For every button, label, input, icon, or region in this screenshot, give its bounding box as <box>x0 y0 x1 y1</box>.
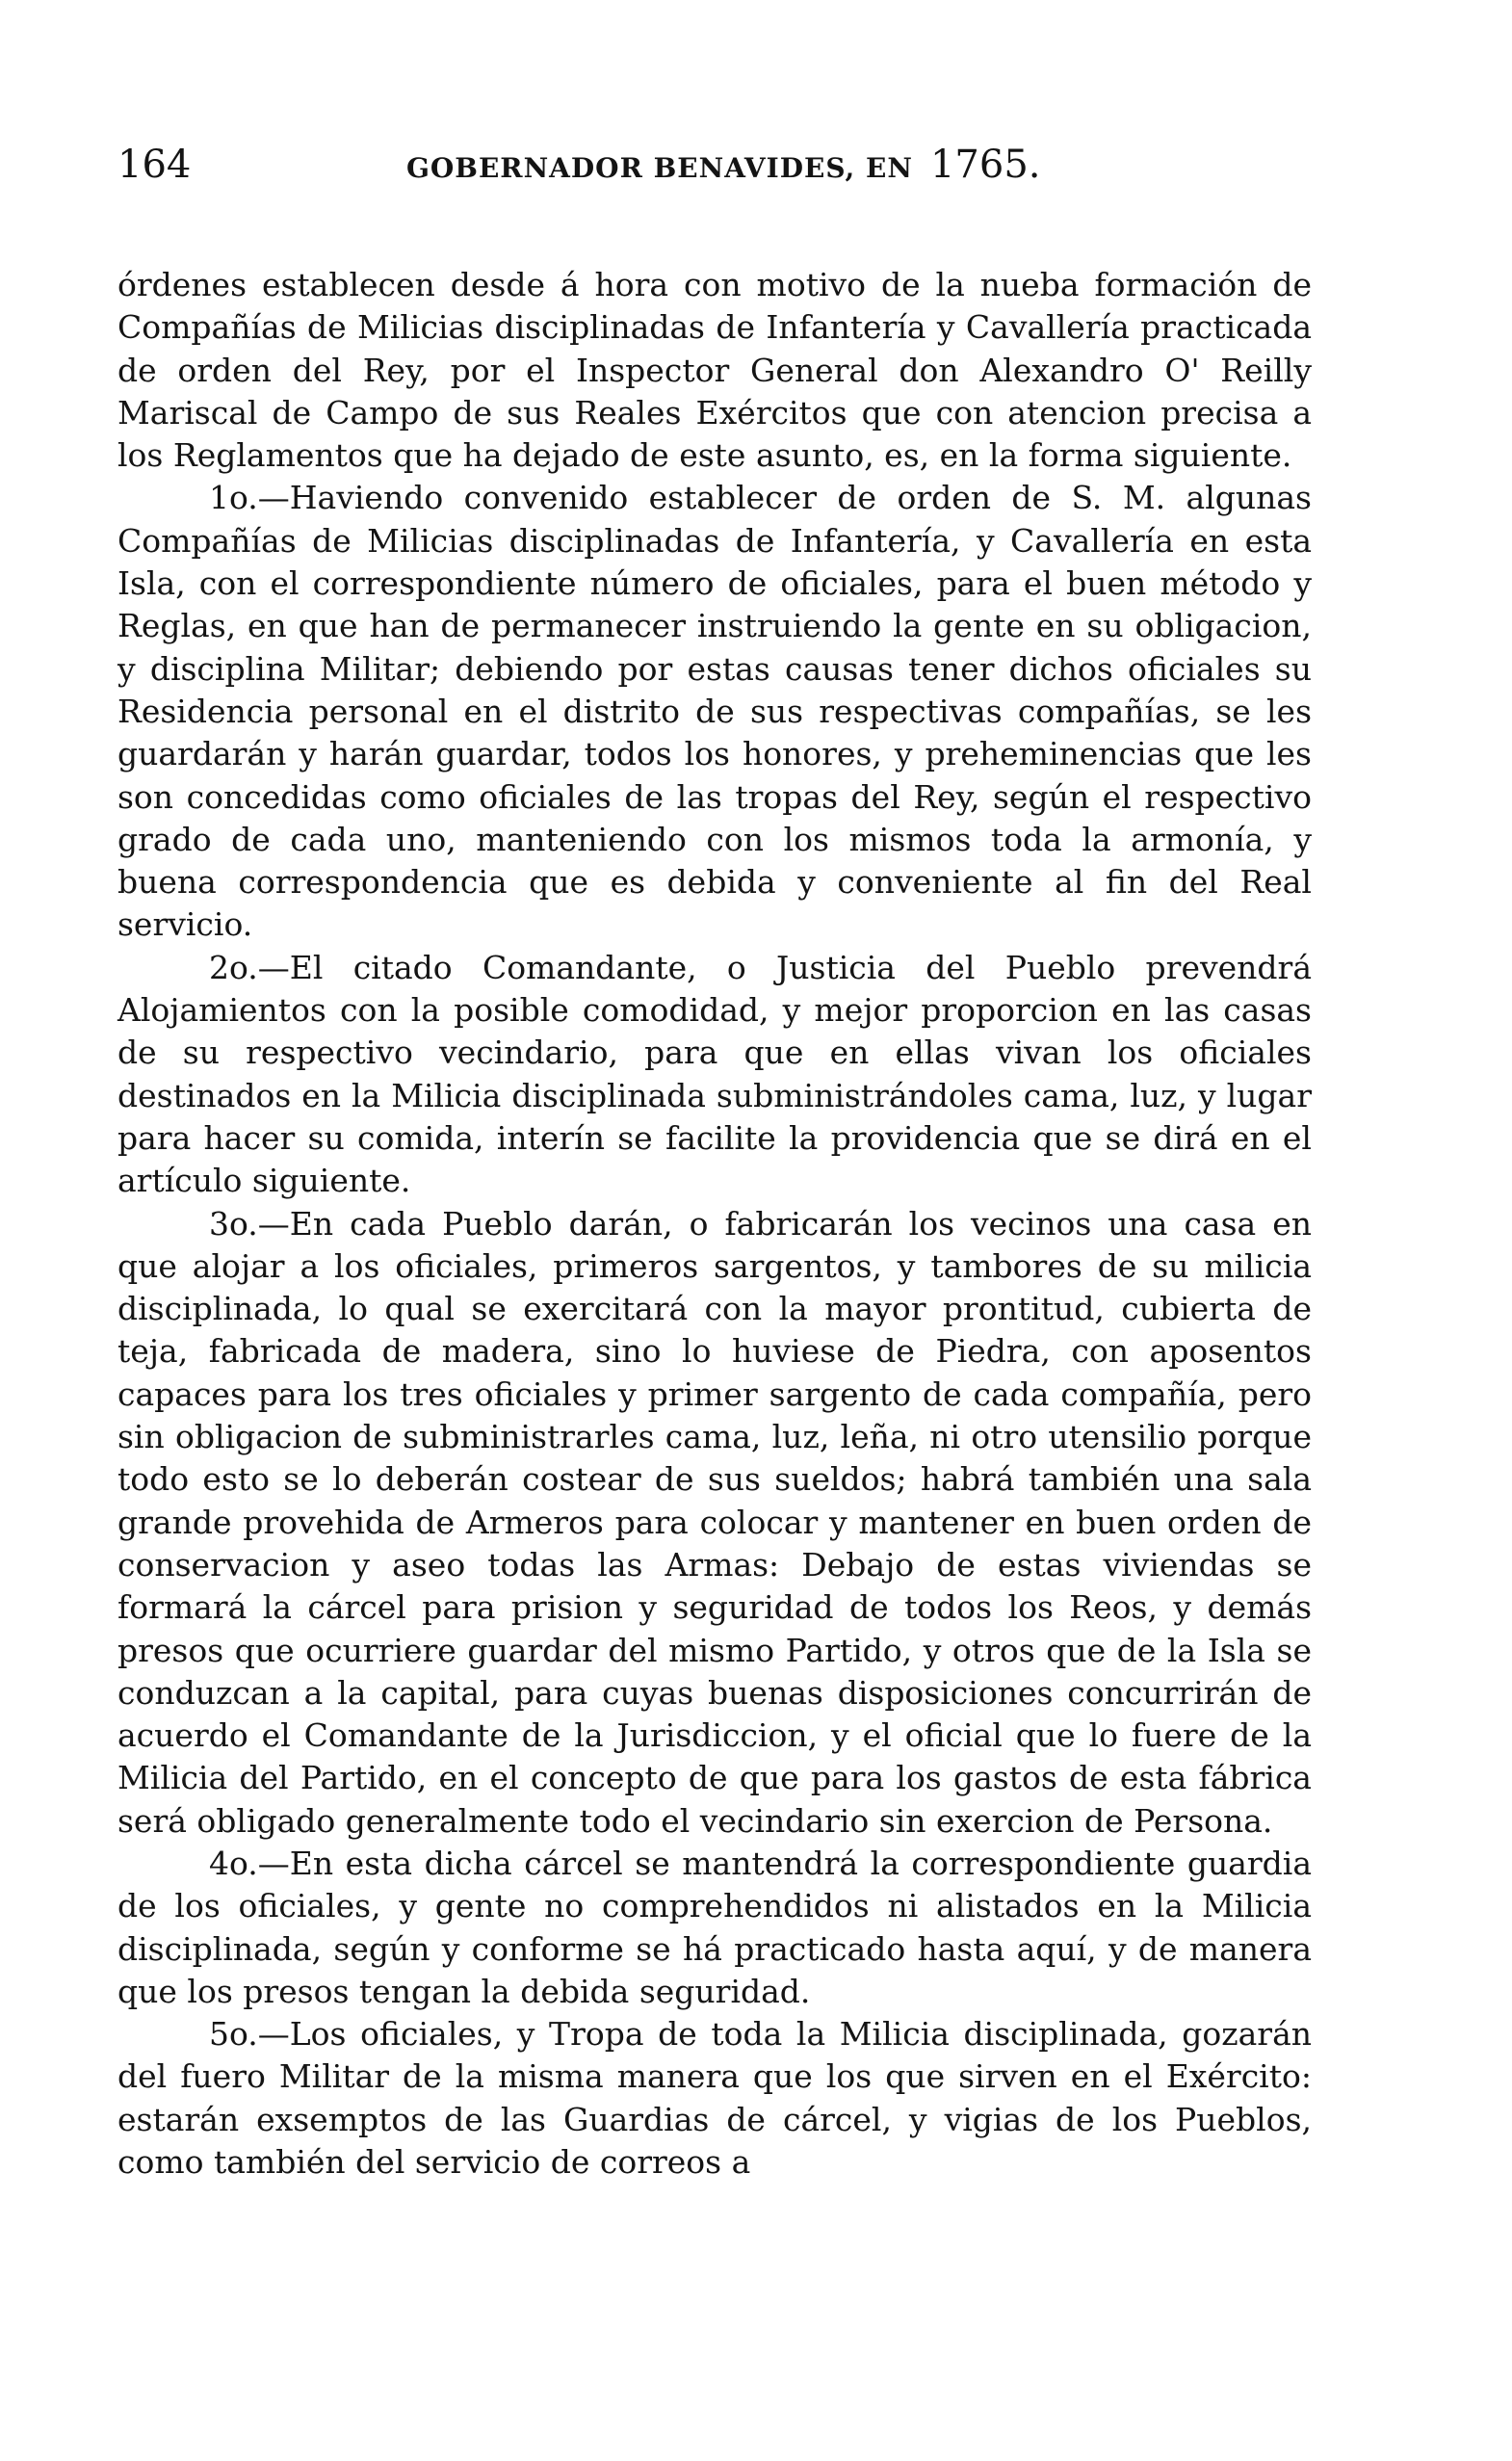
paragraph-article-2: 2o.—El citado Comandante, o Justicia del Pueblo prevendrá Alojamientos con la posible comodidad, y mejor proporcion en las casas de su respectivo vecindario, para que en ellas vivan los oficiales destinados en la Milicia disciplinada subministrándoles cama, luz, y lugar para hacer su comida, interín se facilite la providencia que se dirá en el artículo siguiente. <box>117 948 1312 1200</box>
paragraph-intro: órdenes establecen desde á hora con motivo de la nueba formación de Compañías de Milicias disciplinadas de Infantería y Cavallería practicada de orden del Rey, por el Inspector General don Alexandro O' Reilly Mariscal de Campo de sus Reales Exércitos que con atencion precisa a los Reglamentos que ha dejado de este asunto, es, en la forma siguiente. <box>117 266 1312 475</box>
paragraph-article-1: 1o.—Haviendo convenido establecer de orden de S. M. algunas Compañías de Milicias disciplinadas de Infantería, y Cavallería en esta Isla, con el correspondiente número de oficiales, para el buen método y Reglas, en que han de permanecer instruiendo la gente en su obligacion, y disciplina Militar; debiendo por estas causas tener dichos oficiales su Residencia personal en el distrito de sus respectivas compañías, se les guardarán y harán guardar, todos los honores, y preheminencias que les son concedidas como oficiales de las tropas del Rey, según el respectivo grado de cada uno, manteniendo con los mismos toda la armonía, y buena correspondencia que es debida y conveniente al fin del Real servicio. <box>117 479 1312 944</box>
running-title: GOBERNADOR BENAVIDES, EN <box>406 152 913 184</box>
page-header <box>117 143 1312 200</box>
document-page <box>117 143 1312 2184</box>
paragraph-article-4: 4o.—En esta dicha cárcel se mantendrá la correspondiente guardia de los oficiales, y gente no comprehendidos ni alistados en la Milicia disciplinada, según y conforme se há practicado hasta aquí, y de manera que los presos tengan la debida seguridad. <box>117 1844 1312 2010</box>
paragraph-article-5: 5o.—Los oficiales, y Tropa de toda la Milicia disciplinada, gozarán del fuero Militar de la misma manera que los que sirven en el Exército: estarán exsemptos de las Guardias de cárcel, y vigias de los Pueblos, como también del servicio de correos a <box>117 2015 1312 2182</box>
paragraph-article-3: 3o.—En cada Pueblo darán, o fabricarán los vecinos una casa en que alojar a los oficiales, primeros sargentos, y tambores de su milicia disciplinada, lo qual se exercitará con la mayor prontitud, cubierta de teja, fabricada de madera, sino lo huviese de Piedra, con aposentos capaces para los tres oficiales y primer sargento de cada compañía, pero sin obligacion de subministrarles cama, luz, leña, ni otro utensilio porque todo esto se lo deberán costear de sus sueldos; habrá también una sala grande provehida de Armeros para colocar y mantener en buen orden de conservacion y aseo todas las Armas: Debajo de estas viviendas se formará la cárcel para prision y seguridad de todos los Reos, y demás presos que ocurriere guardar del mismo Partido, y otros que de la Isla se conduzcan a la capital, para cuyas buenas disposiciones concurrirán de acuerdo el Comandante de la Jurisdiccion, y el oficial que lo fuere de la Milicia del Partido, en el concepto de que para los gastos de esta fábrica será obligado generalmente todo el vecindario sin exercion de Persona. <box>117 1204 1312 1840</box>
running-year: 1765. <box>929 143 1041 187</box>
page-number: 164 <box>117 143 192 187</box>
